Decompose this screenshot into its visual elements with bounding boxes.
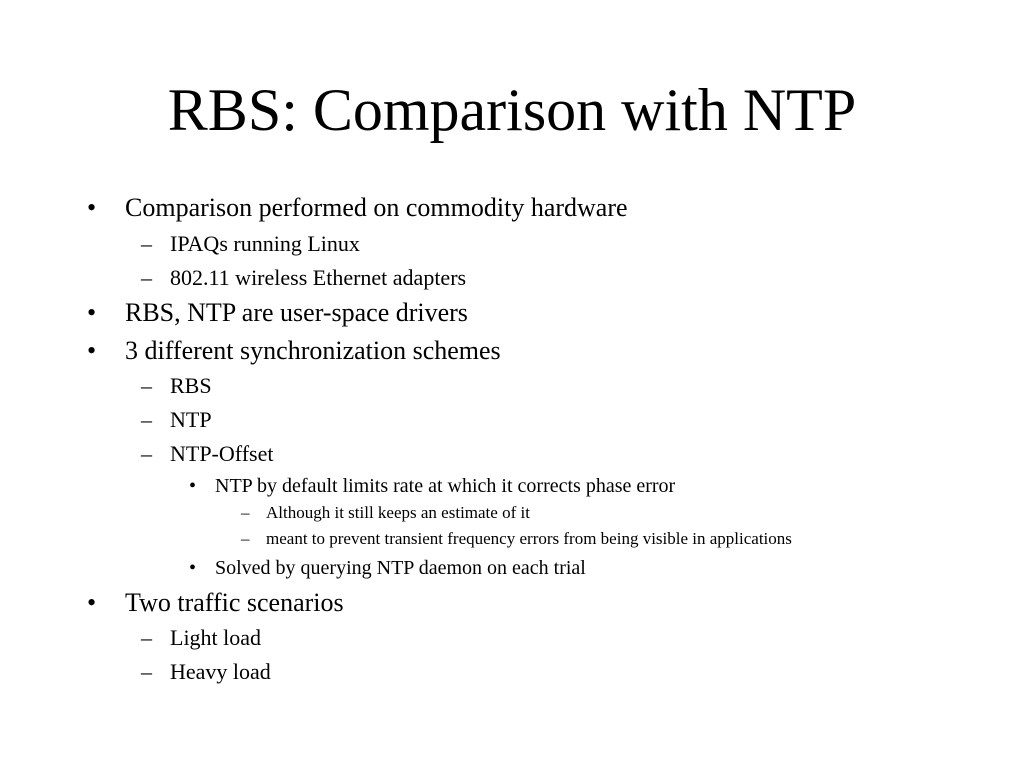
sub-bullet-text: NTP-Offset [170, 441, 274, 466]
dash-marker: – [141, 625, 152, 650]
bullet-text: 3 different synchronization schemes [125, 336, 501, 365]
dash-marker: – [241, 503, 250, 522]
bullet-marker: • [87, 193, 97, 222]
slide-title: RBS: Comparison with NTP [167, 77, 857, 143]
bullet-marker: • [189, 557, 197, 579]
sub-bullet-text: IPAQs running Linux [170, 231, 360, 256]
dash-marker: – [141, 441, 152, 466]
bullet-marker: • [87, 336, 97, 365]
dash-marker: – [241, 529, 250, 548]
level4-bullet-text: meant to prevent transient frequency errors from being visible in applications [266, 529, 792, 548]
sub-sub-bullet-text: NTP by default limits rate at which it corrects phase error [215, 475, 676, 497]
bullet-marker: • [189, 475, 197, 497]
sub-bullet-text: 802.11 wireless Ethernet adapters [170, 265, 467, 290]
bullet-text: RBS, NTP are user-space drivers [125, 298, 468, 327]
sub-sub-bullet-text: Solved by querying NTP daemon on each trial [215, 557, 586, 579]
dash-marker: – [141, 265, 152, 290]
bullet-text: Two traffic scenarios [125, 588, 344, 617]
dash-marker: – [141, 231, 152, 256]
sub-bullet-text: Light load [170, 625, 262, 650]
sub-bullet-text: Heavy load [170, 659, 271, 684]
level4-bullet-text: Although it still keeps an estimate of it [266, 503, 530, 522]
sub-bullet-text: RBS [170, 373, 212, 398]
dash-marker: – [141, 373, 152, 398]
bullet-marker: • [87, 298, 97, 327]
bullet-text: Comparison performed on commodity hardware [125, 193, 628, 222]
bullet-marker: • [87, 588, 97, 617]
dash-marker: – [141, 407, 152, 432]
sub-bullet-text: NTP [170, 407, 212, 432]
dash-marker: – [141, 659, 152, 684]
